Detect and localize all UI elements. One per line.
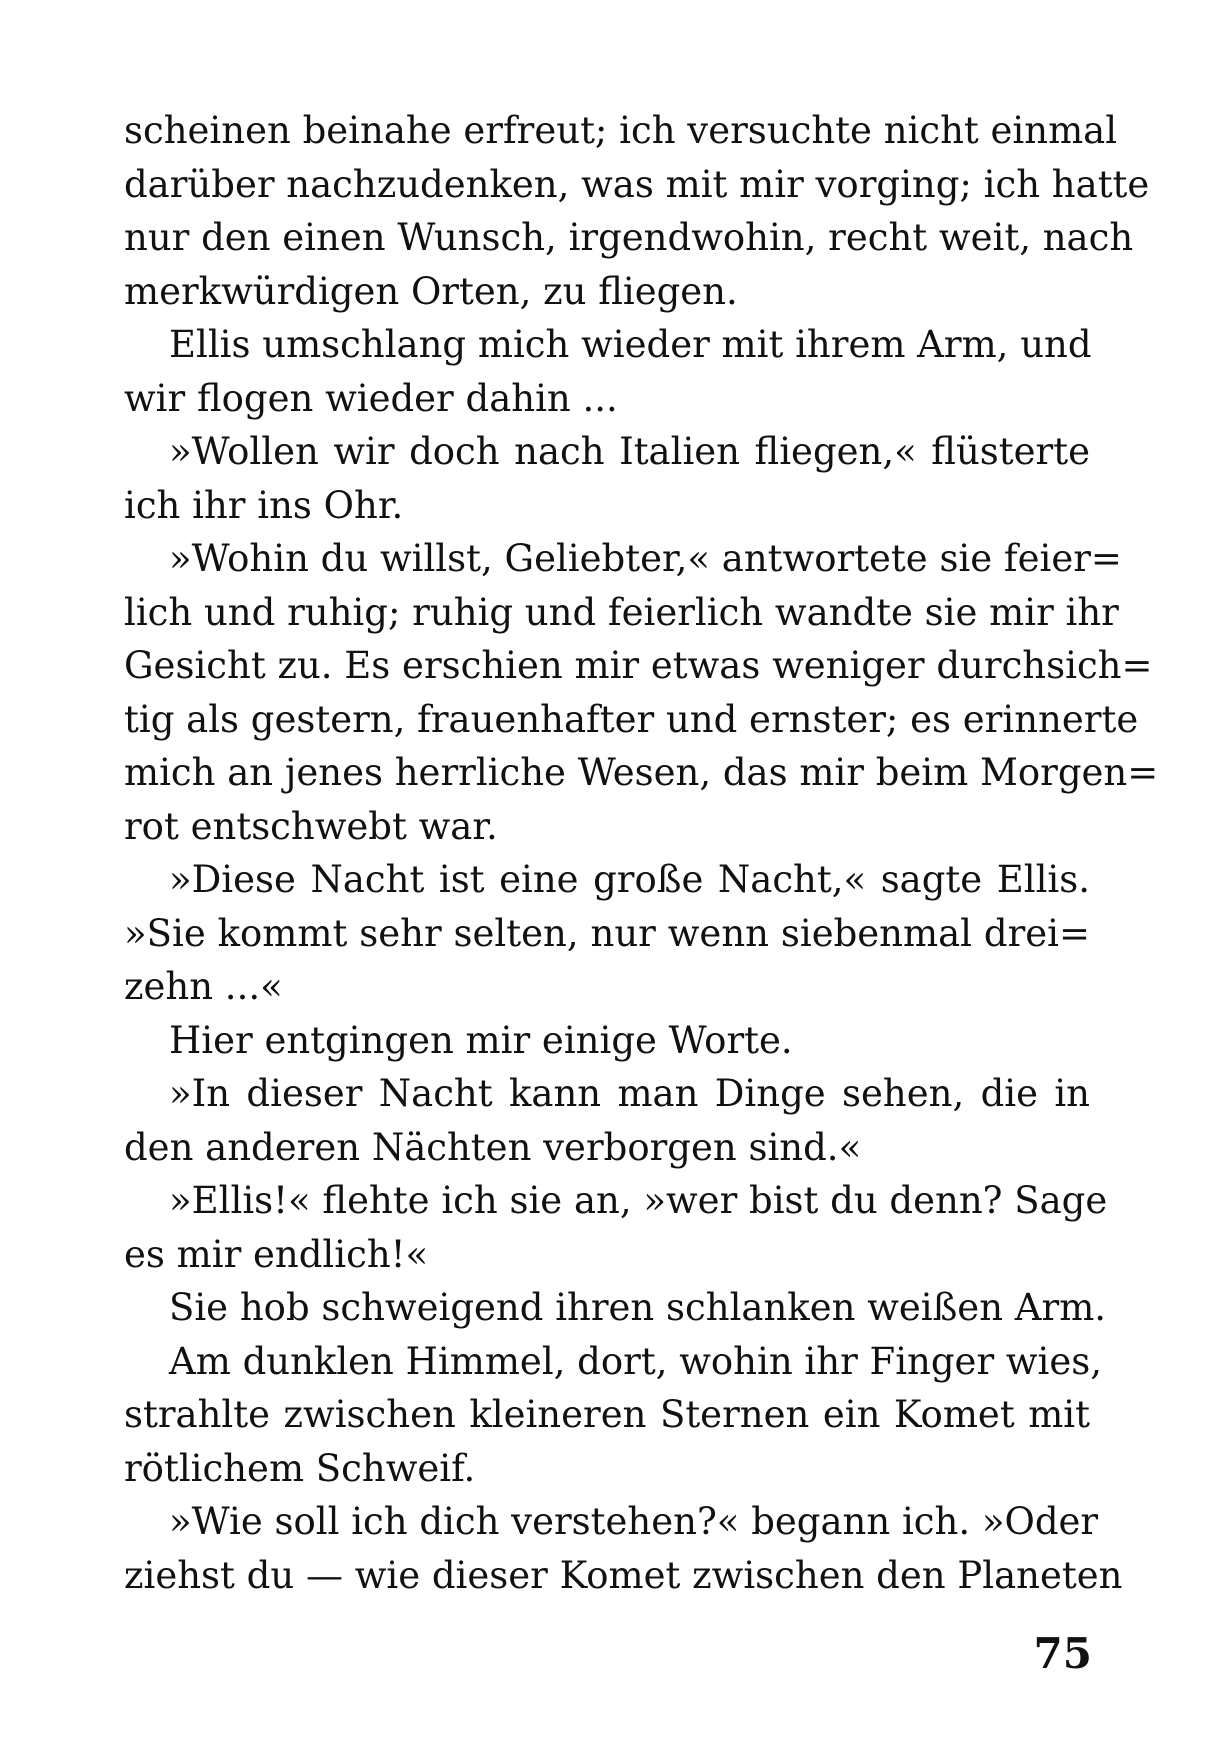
- text-line: Hier entgingen mir einige Worte.: [169, 1018, 793, 1062]
- text-line: ich ihr ins Ohr.: [124, 483, 404, 527]
- page-number: 75: [1033, 1629, 1092, 1678]
- text-line: lich und ruhig; ruhig und feierlich wandte sie mir ihr: [124, 590, 1119, 634]
- paragraph: [124, 1335, 1103, 1496]
- text-line: Ellis umschlang mich wieder mit ihrem Arm, und: [169, 323, 1092, 366]
- text-line: mich an jenes herrliche Wesen, das mir beim Morgen=: [124, 751, 1159, 794]
- paragraph: [124, 425, 1090, 532]
- text-line: es mir endlich!«: [124, 1232, 429, 1276]
- text-line: »Wollen wir doch nach Italien fliegen,« flüsterte: [169, 430, 1090, 473]
- text-line: rötlichem Schweif.: [124, 1446, 476, 1490]
- paragraph: [124, 853, 1090, 1014]
- text-line: »Ellis!« flehte ich sie an, »wer bist du denn? Sage: [169, 1179, 1108, 1222]
- paragraph: [124, 318, 1090, 425]
- text-line: rot entschwebt war.: [124, 804, 498, 848]
- text-line: Gesicht zu. Es erschien mir etwas weniger durchsich=: [124, 644, 1153, 687]
- paragraph: [124, 532, 1159, 853]
- text-line: Am dunklen Himmel, dort, wohin ihr Finger wies,: [169, 1339, 1103, 1383]
- text-line: tig als gestern, frauenhafter und ernster; es erinnerte: [124, 697, 1139, 741]
- paragraph: [124, 1014, 1090, 1068]
- text-line: ziehst du — wie dieser Komet zwischen den Planeten: [124, 1553, 1123, 1597]
- text-line: wir flogen wieder dahin ...: [124, 376, 618, 420]
- paragraph: [124, 1281, 1107, 1335]
- text-line: »Sie kommt sehr selten, nur wenn siebenmal drei=: [124, 911, 1090, 955]
- text-line: darüber nachzudenken, was mit mir vorging; ich hatte: [124, 162, 1150, 206]
- body-text: [124, 104, 1159, 1602]
- paragraph: [124, 1495, 1123, 1602]
- text-line: nur den einen Wunsch, irgendwohin, recht weit, nach: [124, 216, 1134, 259]
- text-line: strahlte zwischen kleineren Sternen ein Komet mit: [124, 1393, 1090, 1436]
- text-line: »Diese Nacht ist eine große Nacht,« sagte Ellis.: [169, 858, 1090, 901]
- text-line: »Wie soll ich dich verstehen?« begann ich. »Oder: [169, 1500, 1099, 1543]
- text-line: merkwürdigen Orten, zu fliegen.: [124, 269, 738, 313]
- text-line: »In dieser Nacht kann man Dinge sehen, die in: [169, 1072, 1090, 1115]
- paragraph: [124, 104, 1150, 318]
- text-line: Sie hob schweigend ihren schlanken weißen Arm.: [169, 1286, 1107, 1329]
- text-line: den anderen Nächten verborgen sind.«: [124, 1125, 862, 1169]
- text-line: zehn ...«: [124, 965, 283, 1008]
- paragraph: [124, 1067, 1090, 1174]
- text-line: »Wohin du willst, Geliebter,« antwortete sie feier=: [169, 537, 1122, 580]
- paragraph: [124, 1174, 1108, 1281]
- text-line: scheinen beinahe erfreut; ich versuchte nicht einmal: [124, 109, 1118, 152]
